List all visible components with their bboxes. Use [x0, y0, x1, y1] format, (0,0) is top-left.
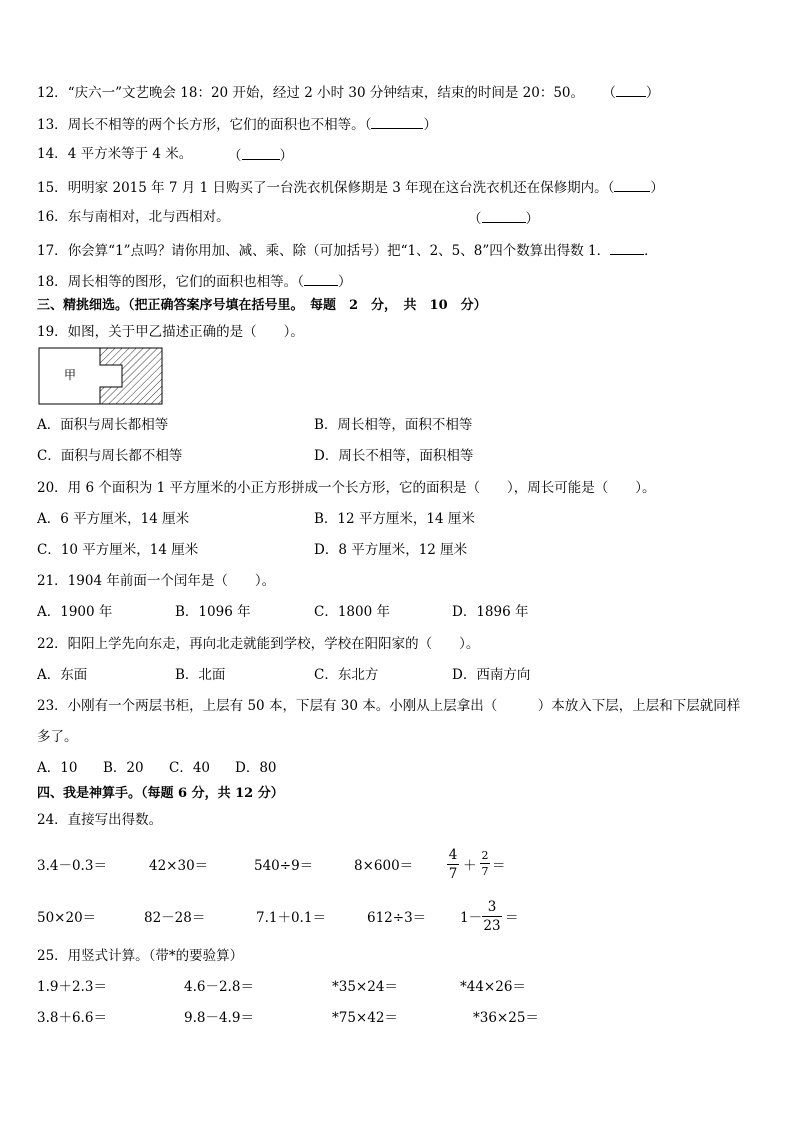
- q19-option-b[interactable]: B．周长相等，面积不相等: [314, 417, 473, 433]
- q23-option-d[interactable]: D．80: [235, 760, 277, 776]
- q23-option-b[interactable]: B．20: [103, 760, 144, 776]
- q25-expr-8: *36×25＝: [473, 1010, 539, 1026]
- q24-expr-8: 612÷3＝: [367, 910, 427, 926]
- q13-text: 周长不相等的两个长方形，它们的面积也不相等。: [67, 117, 365, 133]
- question-24-text: 24．直接写出得数。: [37, 812, 163, 828]
- q21-option-b[interactable]: B．1096 年: [175, 604, 251, 620]
- q24-equals-2: ＝: [505, 910, 519, 926]
- q16-answer: [468, 208, 539, 228]
- q23-option-a[interactable]: A．10: [37, 760, 78, 776]
- q25-expr-5: 3.8＋6.6＝: [37, 1010, 107, 1026]
- section-4-title: 四、我是神算手。（每题 6 分，共 12 分）: [37, 786, 284, 801]
- q15-answer-blank[interactable]: [614, 177, 650, 192]
- q18-paren-left: （: [297, 274, 304, 290]
- q12-answer-blank[interactable]: [616, 82, 646, 97]
- section-3-title: 三、精挑细选。（把正确答案序号填在括号里。 每题 2 分， 共 10 分）: [37, 298, 487, 313]
- q22-option-b[interactable]: B．北面: [175, 667, 226, 683]
- q24-fraction-2-bar: [480, 863, 490, 864]
- q25-expr-7: *75×42＝: [332, 1010, 398, 1026]
- q13-number: 13．: [37, 117, 68, 133]
- q22-option-c[interactable]: C．东北方: [314, 667, 379, 683]
- q12-paren-right: ）: [645, 85, 660, 101]
- q25-expr-6: 9.8－4.9＝: [184, 1010, 254, 1026]
- q25-expr-1: 1.9＋2.3＝: [37, 979, 107, 995]
- question-17: [37, 240, 658, 260]
- q24-expr-7: 7.1＋0.1＝: [256, 910, 326, 926]
- q18-answer-blank[interactable]: [304, 271, 338, 286]
- q16-text: 东与南相对，北与西相对。: [67, 209, 230, 225]
- question-13: [37, 114, 437, 134]
- question-14: [37, 145, 192, 163]
- q24-expr-2: 42×30＝: [149, 858, 209, 874]
- q17-answer-blank[interactable]: [610, 240, 644, 255]
- q14-answer-blank[interactable]: [242, 145, 280, 160]
- question-15: [37, 177, 664, 197]
- q15-paren-right: ）: [650, 180, 664, 196]
- q24-fraction-2-denominator: 7: [481, 865, 489, 878]
- q20-option-b[interactable]: B．12 平方厘米，14 厘米: [314, 511, 475, 527]
- q16-paren-right: ）: [525, 211, 539, 227]
- q24-fraction-3: [482, 899, 502, 934]
- q24-expr-3: 540÷9＝: [254, 858, 314, 874]
- q19-figure: [38, 347, 164, 405]
- q24-plus-sign: ＋: [463, 858, 477, 874]
- q12-text: “庆六一”文艺晚会 18：20 开始，经过 2 小时 30 分钟结束，结束的时间是 20：50。: [67, 85, 585, 101]
- q14-text: 4 平方米等于 4 米。: [67, 146, 193, 162]
- q19-option-c[interactable]: C．面积与周长都不相等: [37, 448, 183, 464]
- q21-option-c[interactable]: C．1800 年: [314, 604, 390, 620]
- q24-expr-4: 8×600＝: [354, 858, 414, 874]
- q24-fraction-3-denominator: 23: [483, 918, 501, 934]
- q14-paren-right: ）: [279, 148, 293, 164]
- q20-option-d[interactable]: D．8 平方厘米，12 厘米: [314, 542, 468, 558]
- q12-number: 12．: [37, 85, 68, 101]
- q24-one-minus: 1－: [460, 910, 483, 926]
- q13-paren-left: （: [364, 117, 372, 133]
- q22-option-d[interactable]: D．西南方向: [452, 667, 531, 683]
- question-21-text: 21．1904 年前面一个闰年是（ ）。: [37, 573, 276, 589]
- q21-option-a[interactable]: A．1900 年: [37, 604, 113, 620]
- question-18: [37, 271, 351, 291]
- q19-option-d[interactable]: D．周长不相等，面积相等: [314, 448, 474, 464]
- question-19-text: 19．如图，关于甲乙描述正确的是（ ）。: [37, 324, 304, 340]
- q17-text: 你会算“1”点吗？请你用加、减、乘、除（可加括号）把“1、2、5、8”四个数算出得数 1．: [67, 243, 611, 259]
- q19-label-jia: 甲: [64, 368, 77, 382]
- q25-expr-3: *35×24＝: [332, 979, 398, 995]
- q24-expr-6: 82－28＝: [144, 910, 206, 926]
- q24-fraction-3-bar: [482, 916, 502, 917]
- question-23-text: 23．小刚有一个两层书柜，上层有 50 本，下层有 30 本。小刚从上层拿出（ ）本放入下层，上层和下层就同样: [37, 698, 741, 714]
- q25-expr-2: 4.6－2.8＝: [184, 979, 254, 995]
- question-12: [37, 82, 659, 102]
- q22-option-a[interactable]: A．东面: [37, 667, 88, 683]
- q20-option-c[interactable]: C．10 平方厘米，14 厘米: [37, 542, 199, 558]
- q24-fraction-3-numerator: 3: [487, 899, 497, 915]
- q18-text: 周长相等的图形，它们的面积也相等。: [67, 274, 298, 290]
- q21-option-d[interactable]: D．1896 年: [452, 604, 529, 620]
- q15-number: 15．: [37, 180, 68, 196]
- q18-number: 18．: [37, 274, 68, 290]
- q15-text: 明明家 2015 年 7 月 1 日购买了一台洗衣机保修期是 3 年现在这台洗衣机还在保修期内。: [67, 180, 608, 196]
- q16-answer-blank[interactable]: [482, 208, 526, 223]
- question-16: [37, 208, 230, 226]
- q13-paren-right: ）: [423, 117, 437, 133]
- q14-answer: [228, 145, 293, 165]
- q24-fraction-1: [447, 847, 459, 882]
- q25-expr-4: *44×26＝: [460, 979, 526, 995]
- q12-paren-left: （: [602, 85, 616, 101]
- question-20-text: 20．用 6 个面积为 1 平方厘米的小正方形拼成一个长方形，它的面积是（ ），周长可能是（ ）。: [37, 480, 656, 496]
- q24-expr-1: 3.4－0.3＝: [37, 858, 107, 874]
- q24-fraction-1-numerator: 4: [448, 847, 458, 863]
- q24-expr-5: 50×20＝: [37, 910, 97, 926]
- q23-option-c[interactable]: C．40: [169, 760, 211, 776]
- q18-paren-right: ）: [337, 274, 352, 290]
- question-23-text-cont: 多了。: [37, 729, 78, 745]
- q24-fraction-1-denominator: 7: [448, 866, 458, 882]
- q13-answer-blank[interactable]: [371, 114, 423, 129]
- q20-option-a[interactable]: A．6 平方厘米，14 厘米: [37, 511, 190, 527]
- question-22-text: 22．阳阳上学先向东走，再向北走就能到学校，学校在阳阳家的（ ）。: [37, 636, 480, 652]
- q19-option-a[interactable]: A．面积与周长都相等: [37, 417, 169, 433]
- q17-tail: ．: [644, 243, 658, 259]
- q14-paren-left: （: [228, 148, 242, 164]
- question-25-text: 25．用竖式计算。（带*的要验算）: [37, 948, 244, 964]
- q16-paren-left: （: [468, 211, 482, 227]
- q15-paren-left: （: [607, 180, 615, 196]
- q17-number: 17．: [37, 243, 68, 259]
- q14-number: 14．: [37, 146, 68, 162]
- q24-equals-1: ＝: [492, 858, 506, 874]
- q16-number: 16．: [37, 209, 68, 225]
- q24-fraction-2-numerator: 2: [481, 849, 489, 862]
- q24-fraction-1-bar: [447, 864, 459, 865]
- q24-fraction-2: [480, 849, 490, 878]
